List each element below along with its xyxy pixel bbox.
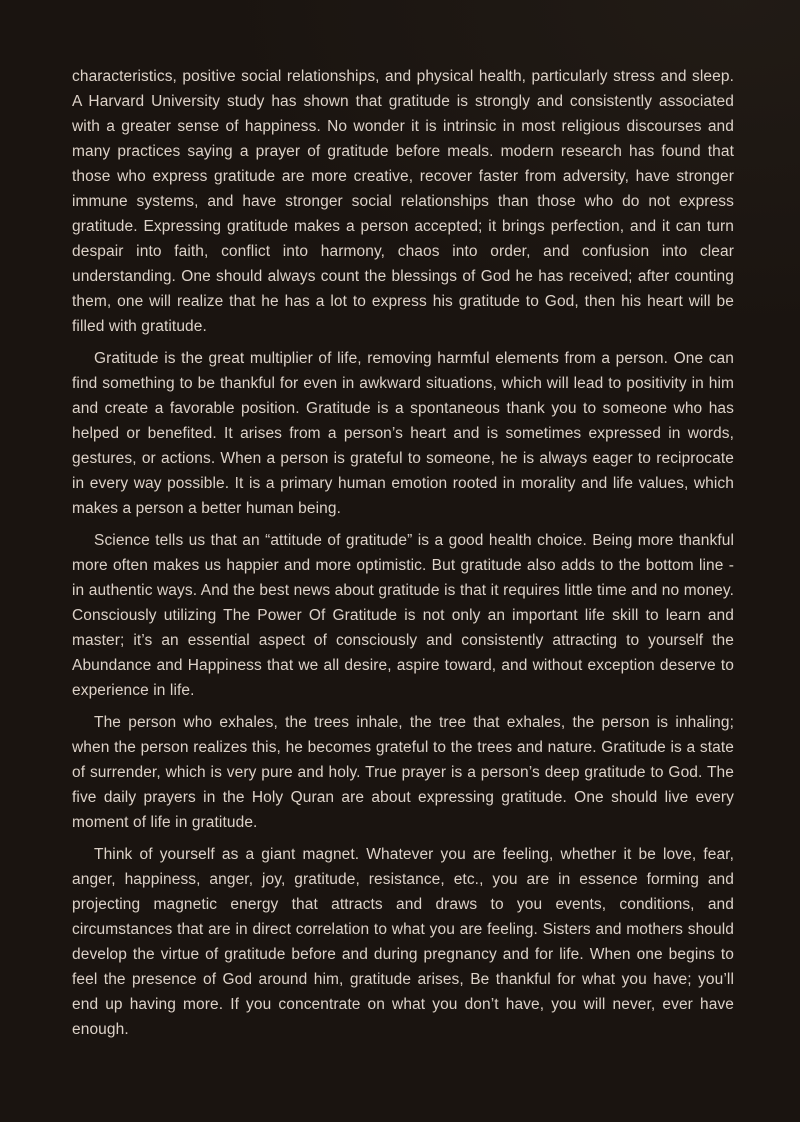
- paragraph-5: Think of yourself as a giant magnet. Whatever you are feeling, whether it be love, fear, anger, happiness, anger, joy, gratitude, resistance, etc., you are in essence forming and projecting magnetic energy that attracts and draws to you events, conditions, and circumstances that are in direct correlation to what you are feeling. Sisters and mothers should develop the virtue of gratitude before and during pregnancy and for life. When one begins to feel the presence of God around him, gratitude arises, Be thankful for what you have; you’ll end up having more. If you concentrate on what you don’t have, you will never, ever have enough.: [72, 846, 734, 1038]
- paragraph-2: Gratitude is the great multiplier of life, removing harmful elements from a person. One can find something to be thankful for even in awkward situations, which will lead to positivity in him and create a favorable position. Gratitude is a spontaneous thank you to someone who has helped or benefited. It arises from a person’s heart and is sometimes expressed in words, gestures, or actions. When a person is grateful to someone, he is always eager to reciprocate in every way possible. It is a primary human emotion rooted in morality and life values, which makes a person a better human being.: [72, 350, 734, 517]
- paragraph-3: Science tells us that an “attitude of gratitude” is a good health choice. Being more thankful more often makes us happier and more optimistic. But gratitude also adds to the bottom line - in authentic ways. And the best news about gratitude is that it requires little time and no money. Consciously utilizing The Power Of Gratitude is not only an important life skill to learn and master; it’s an essential aspect of consciously and consistently attracting to yourself the Abundance and Happiness that we all desire, aspire toward, and without exception deserve to experience in life.: [72, 532, 734, 699]
- paragraph-4: The person who exhales, the trees inhale, the tree that exhales, the person is inhaling; when the person realizes this, he becomes grateful to the trees and nature. Gratitude is a state of surrender, which is very pure and holy. True prayer is a person’s deep gratitude to God. The five daily prayers in the Holy Quran are about expressing gratitude. One should live every moment of life in gratitude.: [72, 714, 734, 831]
- paragraph-1: characteristics, positive social relationships, and physical health, particularly stress and sleep. A Harvard University study has shown that gratitude is strongly and consistently associated with a greater sense of happiness. No wonder it is intrinsic in most religious discourses and many practices saying a prayer of gratitude before meals. modern research has found that those who express gratitude are more creative, recover faster from adversity, have stronger immune systems, and have stronger social relationships than those who do not express gratitude. Expressing gratitude makes a person accepted; it brings perfection, and it can turn despair into faith, conflict into harmony, chaos into order, and confusion into clear understanding. One should always count the blessings of God he has received; after counting them, one will realize that he has a lot to express his gratitude to God, then his heart will be filled with gratitude.: [72, 68, 734, 335]
